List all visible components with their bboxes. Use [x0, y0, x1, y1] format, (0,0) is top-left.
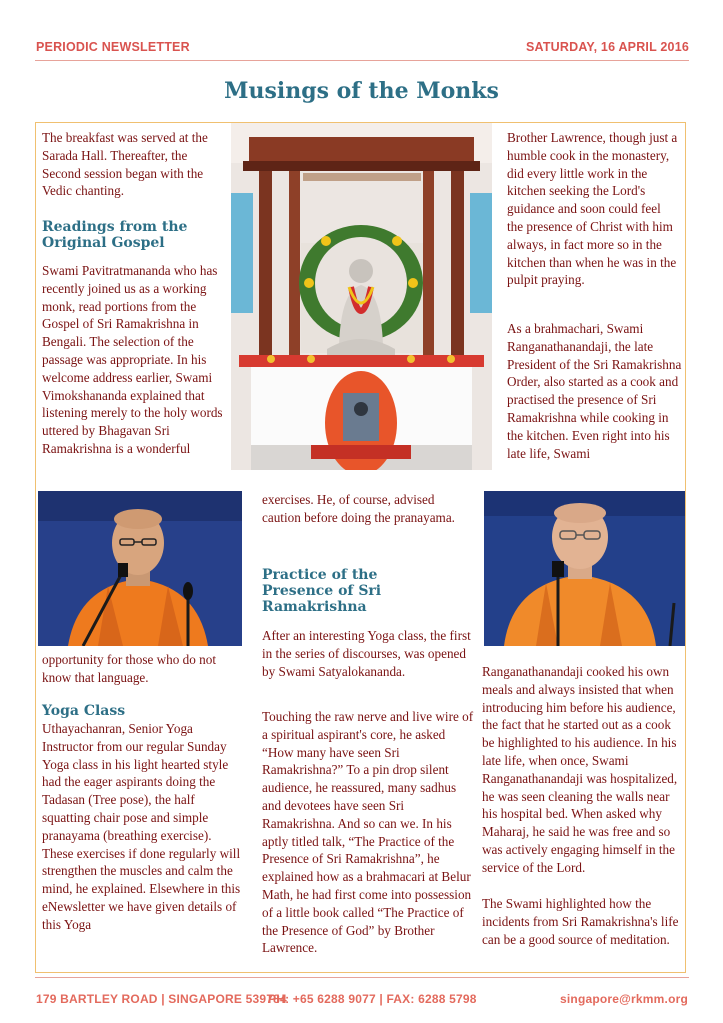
monk-photo-speaker-right	[484, 491, 685, 646]
heading-readings: Readings from the Original Gospel	[42, 219, 188, 251]
shrine-photo	[231, 123, 492, 470]
footer-email-link[interactable]: singapore@rkmm.org	[560, 992, 688, 1006]
page-title: Musings of the Monks	[224, 78, 499, 104]
yoga-paragraph-continued: exercises. He, of course, advised caution before doing the pranayama.	[262, 492, 455, 525]
discourse-intro-paragraph: After an interesting Yoga class, the first in the series of discourses, was opened by Swami Satyalokananda.	[262, 628, 471, 679]
header-rule	[35, 60, 689, 61]
issue-date: SATURDAY, 16 APRIL 2016	[526, 40, 689, 54]
footer-phone: PH: +65 6288 9077 | FAX: 6288 5798	[268, 992, 477, 1006]
monk-photo-speaker-left	[38, 491, 242, 646]
ranganathanandaji-paragraph: As a brahmachari, Swami Ranganathanandaji, the late President of the Sri Ramakrishna Order, also started as a cook and practised the presence of Sri Ramakrishna while cooking in the kitchen. Even right into his late life, Swami	[507, 321, 682, 461]
newsletter-label: PERIODIC NEWSLETTER	[36, 40, 190, 54]
heading-practice-of-presence: Practice of the Presence of Sri Ramakrishna	[262, 567, 382, 615]
readings-paragraph-continued: opportunity for those who do not know that language.	[42, 652, 216, 685]
ranganathanandaji-paragraph-continued: Ranganathanandaji cooked his own meals and always insisted that when introducing him before his audience, the fact that he started out as a cook be highlighted to his audience. In his late life, when once, Swami Ranganathanandaji was hospitalized, he was seen cleaning the walls near his hospital bed. When asked why Maharaj, he said he was free and so was actively engaging himself in the service of the Lord.	[482, 664, 678, 875]
readings-paragraph: Swami Pavitratmananda who has recently joined us as a working monk, read portions from the Gospel of Sri Ramakrishna in Bengali. The selection of the passage was appropriate. In his welcome address earlier, Swami Vimokshananda explained that listening merely to the holy words uttered by Bhagavan Sri Ramakrishna is a wonderful	[42, 263, 223, 456]
footer-rule	[35, 977, 689, 978]
brother-lawrence-paragraph: Brother Lawrence, though just a humble cook in the monastery, did every little work in the kitchen seeking the Lord's guidance and soon could feel the presence of Christ with him always, in fact more so in the kitchen than when he was in the pulpit praying.	[507, 130, 678, 288]
heading-yoga-class: Yoga Class	[42, 703, 126, 719]
discourse-paragraph: Touching the raw nerve and live wire of a spiritual aspirant's core, he asked “How many have seen Sri Ramakrishna?” To a pin drop silent audience, he reassured, many sadhus and devotees have seen Sri Ramakrishna. And so can we. In his aptly titled talk, “The Practice of the Presence of Sri Ramakrishna”, he explained how as a brahmacari at Belur Math, he had first come into possession of a little book called “The Practice of the Presence of God” by Brother Lawrence.	[262, 709, 474, 956]
intro-paragraph: The breakfast was served at the Sarada Hall. Thereafter, the Second session began with the Vedic chanting.	[42, 130, 208, 199]
footer-address: 179 BARTLEY ROAD | SINGAPORE 539784	[36, 992, 287, 1006]
yoga-paragraph: Uthayachanran, Senior Yoga Instructor from our regular Sunday Yoga class in his light hearted style had the eager aspirants doing the Tadasan (Tree pose), the half squatting chair pose and simple pranayama (breathing exercise). These exercises if done regularly will strengthen the muscles and calm the mind, he explained. Elsewhere in this eNewsletter we have given details of this Yoga	[42, 721, 241, 932]
closing-paragraph: The Swami highlighted how the incidents from Sri Ramakrishna's life can be a good source of meditation.	[482, 896, 679, 947]
